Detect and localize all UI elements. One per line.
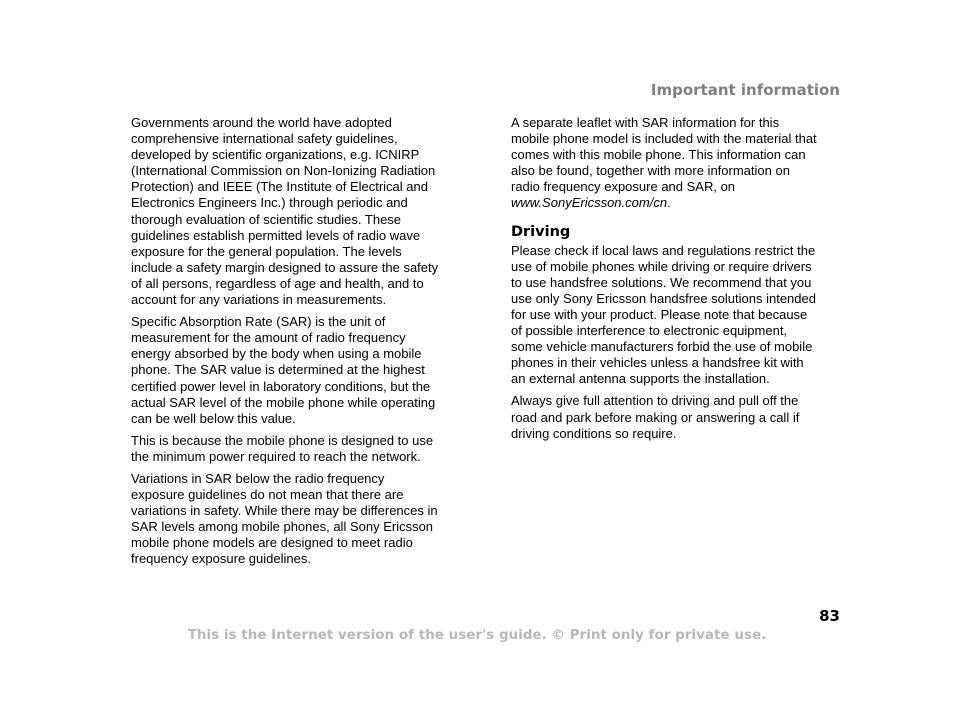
page-header-title: Important information — [650, 81, 840, 99]
text-line: measurement for the amount of radio frequency — [131, 330, 406, 346]
text-line: This is because the mobile phone is designed to use — [131, 432, 434, 448]
text-line: Governments around the world have adopted — [131, 115, 392, 130]
text-line: of possible interference to electronic equipment, — [511, 323, 788, 339]
text-line: exposure guidelines do not mean that there are — [131, 487, 404, 503]
text-line: include a safety margin designed to assure the safety — [131, 259, 439, 275]
text-line: to use handsfree solutions. We recommend that you — [511, 274, 812, 290]
text-line: Variations in SAR below the radio frequency — [131, 470, 385, 486]
text-line: also be found, together with more information on — [511, 163, 790, 179]
text-line-link — [511, 195, 841, 211]
link-suffix: . — [667, 195, 671, 211]
text-line: for use with your product. Please note that because — [511, 306, 808, 322]
text-line: Protection) and IEEE (The Institute of Electrical and — [131, 179, 428, 195]
text-line: guidelines establish permitted levels of radio wave — [131, 227, 421, 243]
footer-notice: This is the Internet version of the user's guide. © Print only for private use. — [187, 627, 767, 643]
text-line: frequency exposure guidelines. — [131, 551, 311, 567]
text-line: Please check if local laws and regulations restrict the — [511, 242, 816, 258]
paragraph-driving-laws — [511, 243, 841, 388]
text-line: (International Commission on Non-Ionizing Radiation — [131, 163, 436, 179]
text-line: of all persons, regardless of age and health, and to — [131, 275, 424, 291]
text-line: an external antenna supports the installation. — [511, 371, 770, 387]
right-column — [511, 115, 841, 448]
text-line: energy absorbed by the body when using a mobile — [131, 346, 422, 362]
text-line: can be well below this value. — [131, 410, 296, 426]
text-line: the minimum power required to reach the network. — [131, 448, 421, 464]
paragraph-sar-leaflet — [511, 115, 841, 212]
text-line: A separate leaflet with SAR information for this — [511, 115, 780, 130]
paragraph-driving-attention — [511, 393, 841, 441]
text-line: use only Sony Ericsson handsfree solutions intended — [511, 290, 816, 306]
text-line: account for any variations in measurements. — [131, 292, 387, 308]
left-column — [131, 115, 461, 574]
text-line: mobile phone models are designed to meet radio — [131, 535, 413, 551]
text-line: developed by scientific organizations, e.g. ICNIRP — [131, 147, 420, 163]
section-heading-driving: Driving — [511, 223, 571, 240]
page-number: 83 — [819, 607, 840, 625]
text-line: phones in their vehicles unless a handsfree kit with — [511, 355, 804, 371]
text-line: comprehensive international safety guidelines, — [131, 131, 398, 147]
text-line: Always give full attention to driving and pull off the — [511, 393, 799, 409]
text-line: variations in safety. While there may be differences in — [131, 503, 438, 519]
text-line: thorough evaluation of scientific studies. These — [131, 211, 402, 227]
text-line: radio frequency exposure and SAR, on — [511, 179, 736, 195]
text-line: Specific Absorption Rate (SAR) is the unit of — [131, 314, 386, 330]
text-line: mobile phone model is included with the material that — [511, 131, 817, 147]
text-line: phone. The SAR value is determined at the highest — [131, 362, 425, 378]
text-line: some vehicle manufacturers forbid the use of mobile — [511, 339, 813, 355]
text-line: use of mobile phones while driving or require drivers — [511, 258, 812, 274]
text-line: actual SAR level of the mobile phone while operating — [131, 394, 436, 410]
text-line: comes with this mobile phone. This information can — [511, 147, 806, 163]
text-line: driving conditions so require. — [511, 425, 677, 441]
paragraph-sar-definition — [131, 314, 461, 427]
text-line: certified power level in laboratory conditions, but the — [131, 378, 431, 394]
text-line: road and park before making or answering a call if — [511, 409, 800, 425]
paragraph-sar-variations — [131, 471, 461, 568]
paragraph-guidelines — [131, 115, 461, 308]
website-link[interactable]: www.SonyEricsson.com/cn — [511, 195, 668, 211]
text-line: exposure for the general population. The levels — [131, 243, 402, 259]
paragraph-minimum-power — [131, 433, 461, 465]
text-line: Electronics Engineers Inc.) through periodic and — [131, 195, 408, 211]
text-line: SAR levels among mobile phones, all Sony Ericsson — [131, 519, 434, 535]
